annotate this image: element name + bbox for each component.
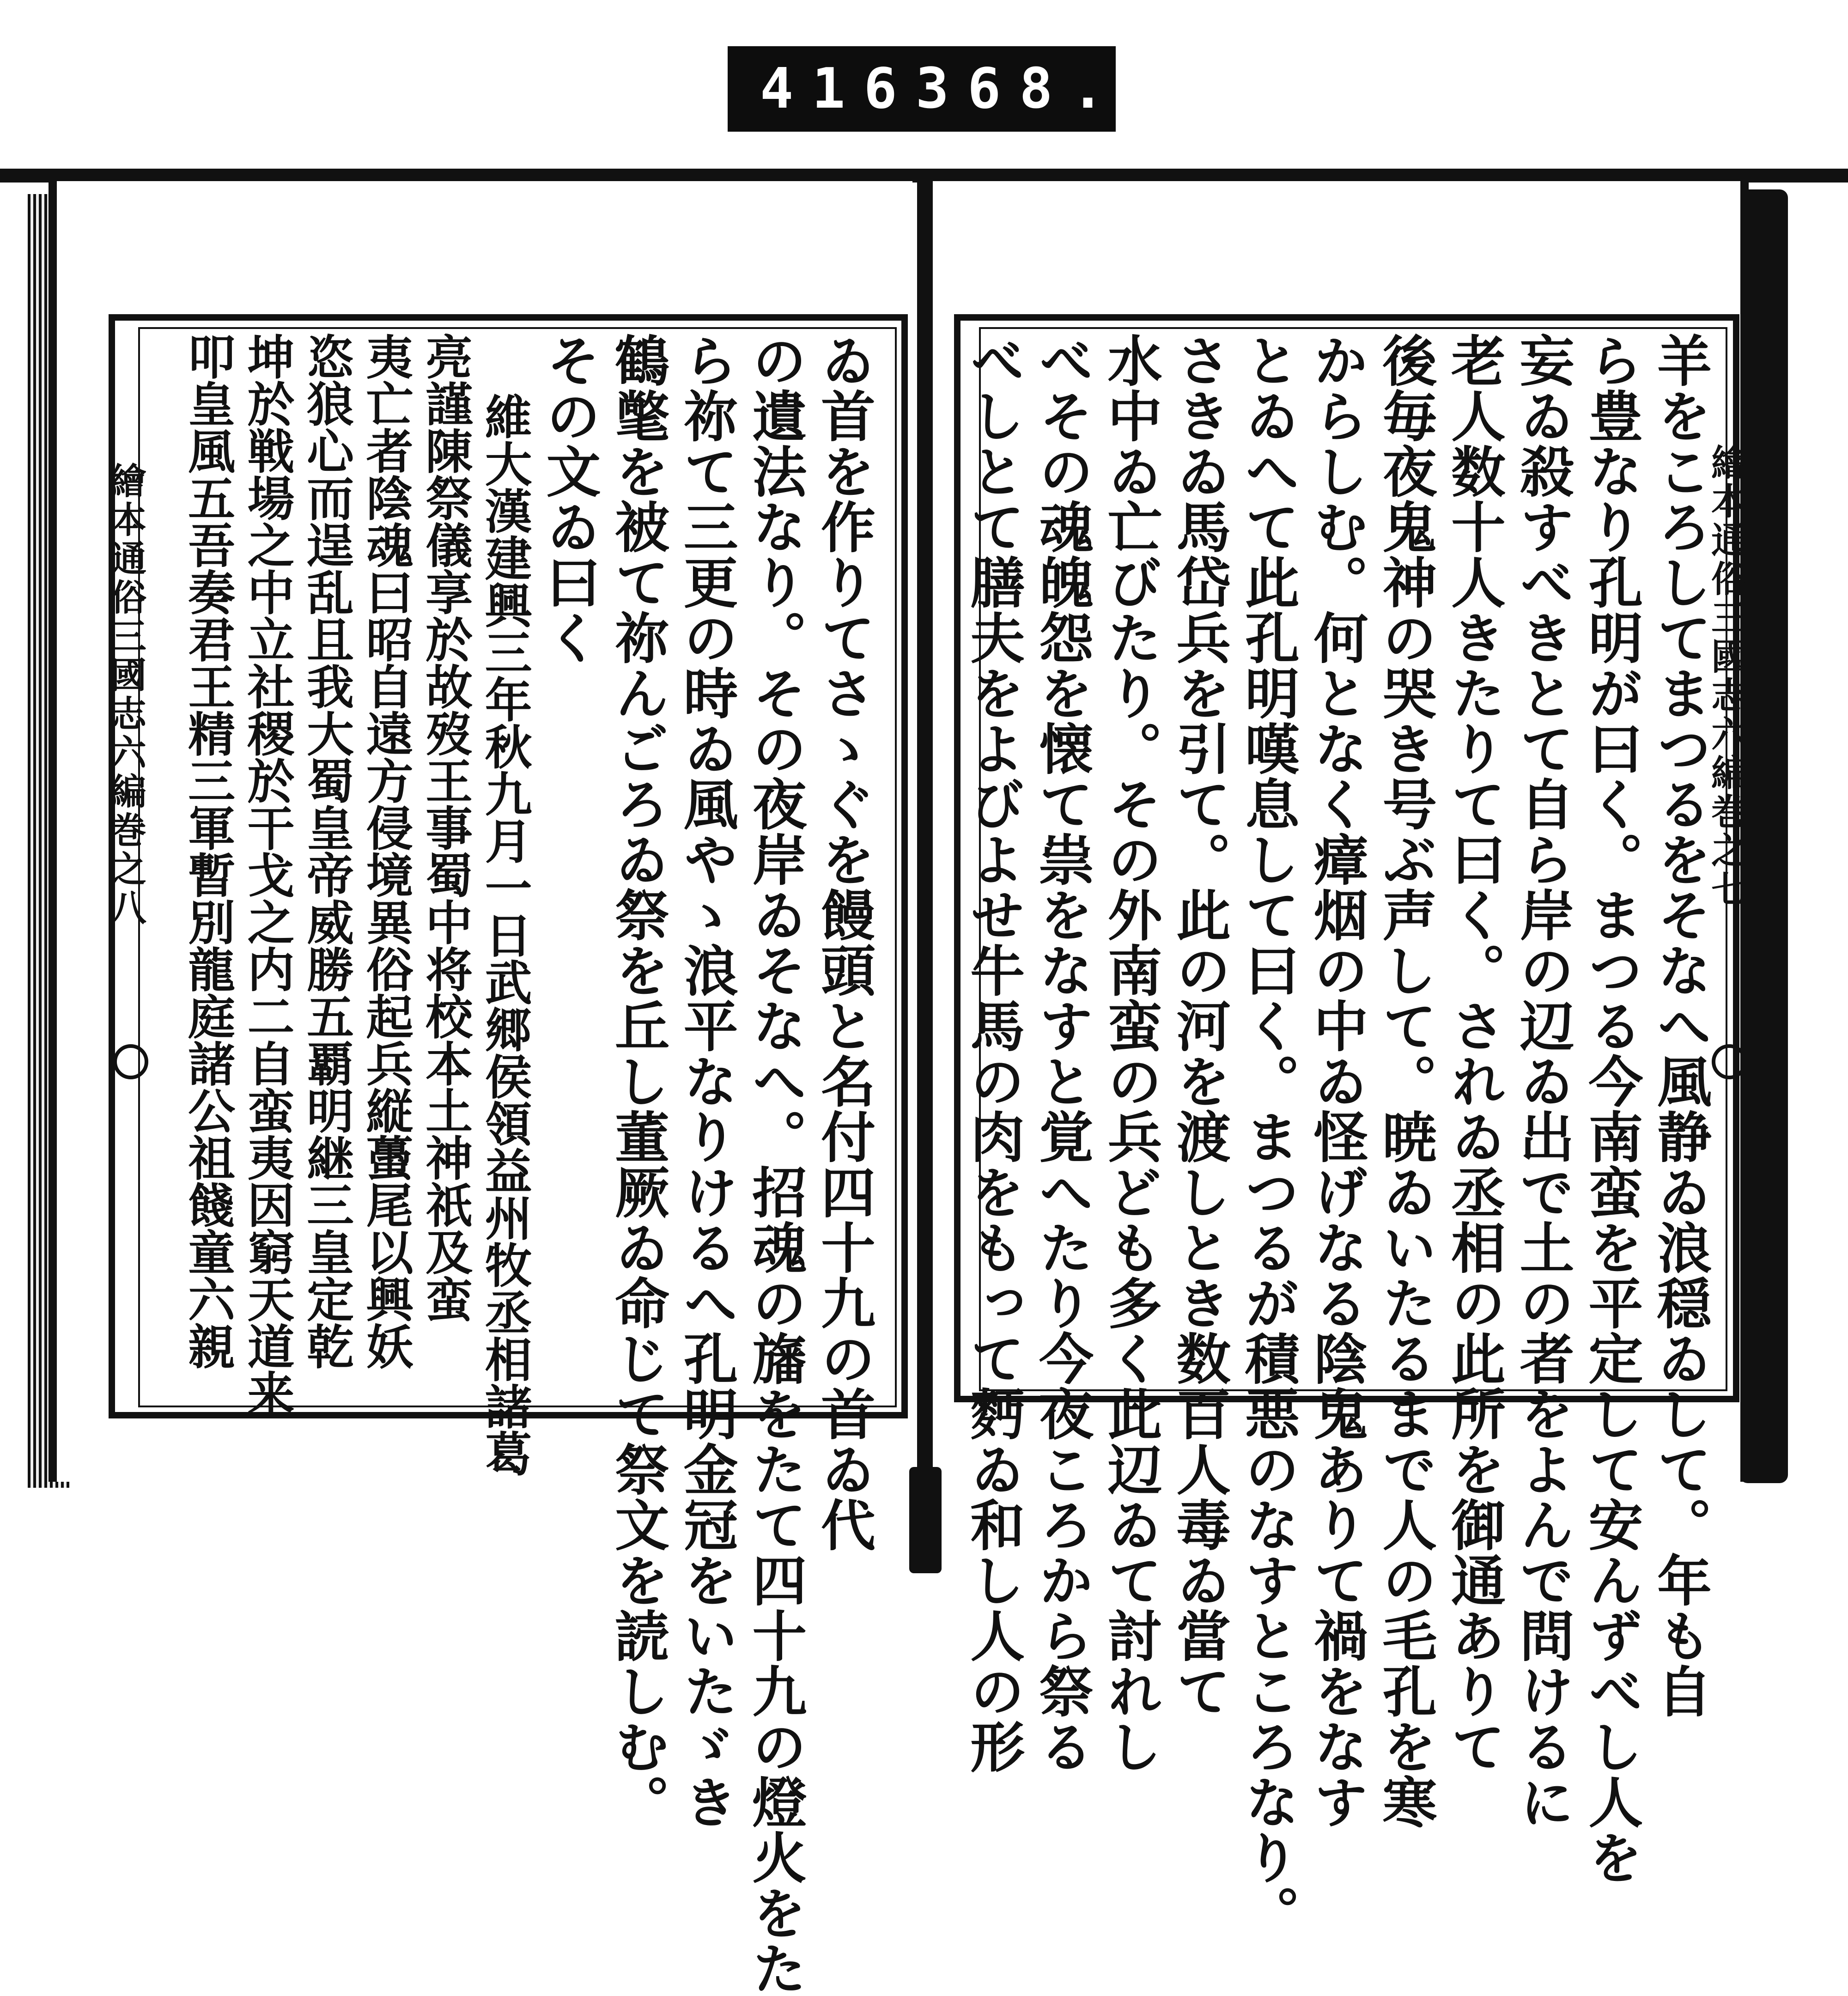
catalog-number-right: 368. [915,57,1123,121]
text-column: ら豊なり孔明が曰く。まつる今南蛮を平定して安んずべし人を [1579,333,1644,1885]
text-column: べその魂魄怨を懐て祟をなすと覚へたり今夜ころから祭る [1029,333,1094,1774]
text-column: 恣狼心而逞乱且我大蜀皇帝威勝五覇明継三皇定乾 [299,333,355,1369]
text-column: さきゐ馬岱兵を引て。此の河を渡しとき数百人毒ゐ當て [1167,333,1232,1719]
text-column: の遺法なり。その夜岸ゐそなへ。招魂の旛をたて四十九の燈火をた [743,333,808,1996]
catalog-label [728,46,1123,132]
text-column: 羊をころしてまつるをそなへ風静ゐ浪穏ゐして。年も自 [1648,333,1712,1719]
text-column: 叩皇風五吾奏君王精三軍暫別龍庭諸公祖餞童六親 [180,333,236,1369]
text-column: 夷亡者陰魂曰昭自遠方侵境異俗起兵縦蠆尾以興妖 [358,333,414,1369]
text-column: 妄ゐ殺すべきとて自ら岸の辺ゐ出で土の者をよんで問けるに [1510,333,1575,1830]
text-column: からしむ。何となく瘴烟の中ゐ怪げなる陰鬼ありて禍をなす [1304,333,1369,1830]
gutter-clip [909,1467,942,1573]
book-gutter [917,176,933,1529]
text-column: 鶴氅を被て祢んごろゐ祭を丘し董厥ゐ命じて祭文を読しむ。 [605,333,670,1830]
text-column: べしとて膳夫をよびよせ牛馬の肉をもって麪ゐ和し人の形 [961,333,1026,1774]
text-column: 亮謹陳祭儀享於故歿王事蜀中将校本土神祇及蛮 [418,333,474,1322]
left-page-text [139,333,878,1996]
text-column: ゐ首を作りてさゝぐを饅頭と名付四十九の首ゐ代 [812,333,876,1552]
text-column: 維大漢建興三年秋九月一日武郷侯領益州牧丞相諸葛 [477,393,533,1477]
text-column: 坤於戦場之中立社稷於干戈之内二自蛮夷因窮天道来 [239,333,295,1417]
right-page-text [961,333,1714,1941]
text-column: ら祢て三更の時ゐ風やゝ浪平なりけるへ孔明金冠をいたゞき [674,333,739,1830]
text-column: その文ゐ曰く [537,333,602,665]
left-margin-note: 繪本通俗三國志六編巻之八 [104,462,146,928]
text-column: 老人数十人きたりて曰く。されゐ丞相の此所を御通ありて [1441,333,1506,1774]
text-column: 後毎夜鬼神の哭き号ぶ声して。暁ゐいたるまで人の毛孔を寒 [1373,333,1438,1830]
text-column: とゐへて此孔明嘆息して曰く。まつるが積悪のなすところなり。 [1235,333,1300,1941]
text-column: 水中ゐ亡びたり。その外南蛮の兵ども多く此辺ゐて討れし [1098,333,1163,1774]
right-margin-note: 繪本通俗三國志六編巻之七 [1705,444,1747,909]
catalog-number-left: 416 [760,57,916,121]
